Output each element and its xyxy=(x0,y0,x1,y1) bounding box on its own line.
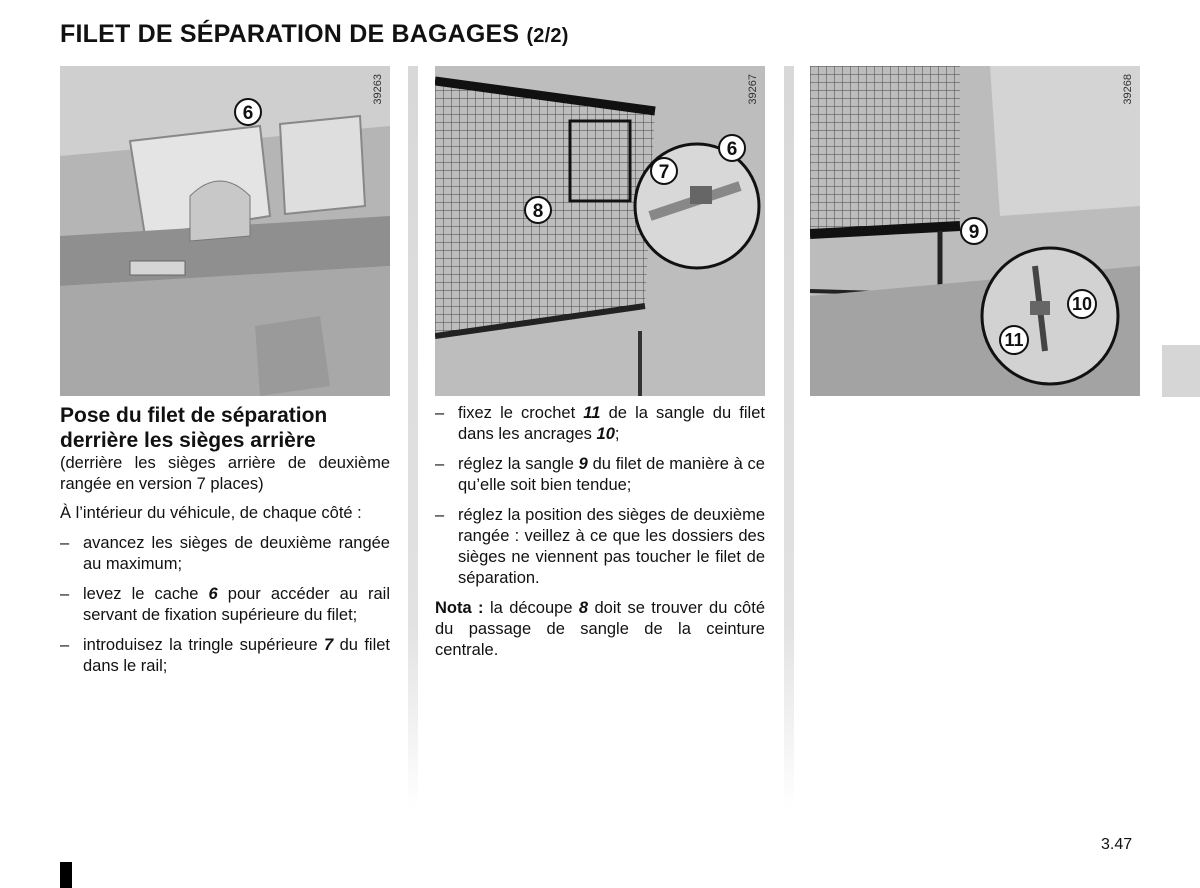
figure-trunk-overview xyxy=(60,66,390,396)
column-divider xyxy=(784,66,794,810)
callout-8: 8 xyxy=(524,196,552,224)
callout-6: 6 xyxy=(718,134,746,162)
list-item xyxy=(435,403,765,445)
callout-11: 11 xyxy=(999,325,1029,355)
intro-text: À l’intérieur du véhicule, de chaque côté : xyxy=(60,504,362,522)
section-heading xyxy=(60,403,390,453)
figure-net-installation xyxy=(435,66,765,396)
note-text: doit se trouver du côté du passage de sangle de la ceinture centrale. xyxy=(435,599,765,659)
trunk-illustration xyxy=(60,66,390,396)
step-text: pour accéder au rail servant de fixation supérieure du filet; xyxy=(83,585,390,624)
steps-list xyxy=(435,403,765,589)
step-text: de la sangle du filet dans les ancrages xyxy=(458,404,765,443)
reference-number: 6 xyxy=(208,585,218,603)
note-paragraph xyxy=(435,598,765,661)
step-text: du filet dans le rail; xyxy=(83,636,390,675)
step-text: levez le cache xyxy=(83,585,209,603)
callout-9: 9 xyxy=(960,217,988,245)
middle-column xyxy=(435,403,765,670)
section-tab xyxy=(1162,345,1200,397)
callout-7: 7 xyxy=(650,157,678,185)
list-item xyxy=(435,505,765,589)
step-text: réglez la sangle xyxy=(458,455,579,473)
reference-number: 10 xyxy=(596,425,615,443)
reference-number: 11 xyxy=(583,404,601,422)
left-column xyxy=(60,403,390,686)
list-item xyxy=(60,635,390,677)
reference-number: 8 xyxy=(578,599,589,617)
step-text: réglez la position des sièges de deuxième rangée : veillez à ce que les dossiers des sièges ne viennent pas toucher le filet de séparation. xyxy=(458,506,765,587)
list-item xyxy=(435,454,765,496)
heading-line: Pose du filet de séparation xyxy=(60,404,328,427)
title-text: FILET DE SÉPARATION DE BAGAGES xyxy=(60,20,520,48)
section-subtitle: (derrière les sièges arrière de deuxième rangée en version 7 places) xyxy=(60,454,390,493)
figure-code: 39267 xyxy=(747,74,759,105)
column-divider xyxy=(408,66,418,810)
step-text: du filet de manière à ce qu’elle soit bien tendue; xyxy=(458,455,765,494)
figure-strap-anchor xyxy=(810,66,1140,396)
note-label: Nota : xyxy=(435,599,484,617)
steps-list xyxy=(60,533,390,677)
corner-mark xyxy=(60,862,72,888)
heading-line: derrière les sièges arrière xyxy=(60,429,316,452)
note-text: la découpe xyxy=(483,599,579,617)
reference-number: 9 xyxy=(578,455,588,473)
figure-code: 39268 xyxy=(1122,74,1134,105)
figure-code: 39263 xyxy=(372,74,384,105)
step-text: fixez le crochet xyxy=(458,404,584,422)
reference-number: 7 xyxy=(324,636,334,654)
callout-6: 6 xyxy=(234,98,262,126)
page-title xyxy=(60,20,569,49)
page-number: 3.47 xyxy=(1101,836,1133,853)
title-suffix: (2/2) xyxy=(526,25,569,47)
step-text: avancez les sièges de deuxième rangée au maximum; xyxy=(83,534,390,573)
callout-10: 10 xyxy=(1067,289,1097,319)
step-text: ; xyxy=(614,425,620,443)
net-illustration xyxy=(435,66,765,396)
step-text: introduisez la tringle supérieure xyxy=(83,636,325,654)
list-item xyxy=(60,533,390,575)
list-item xyxy=(60,584,390,626)
